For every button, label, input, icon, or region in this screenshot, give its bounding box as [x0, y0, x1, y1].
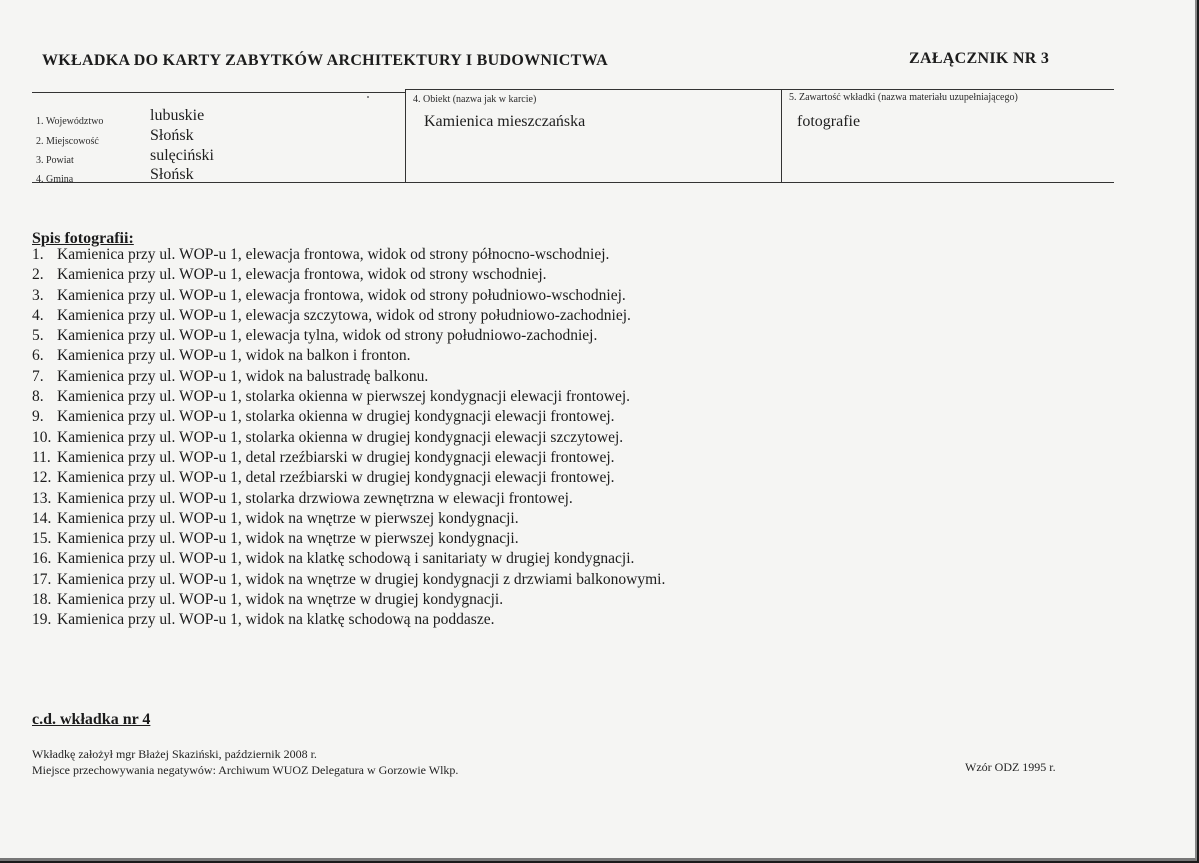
negatives-storage-note: Miejsce przechowywania negatywów: Archiwum WUOZ Delegatura w Gorzowie Wlkp. [32, 763, 459, 777]
contents-label: 5. Zawartość wkładki (nazwa materiału uzupełniającego) [789, 92, 1018, 103]
author-note: Wkładkę założył mgr Błażej Skaziński, październik 2008 r. [32, 747, 317, 761]
photo-number: 4. [32, 306, 44, 324]
photo-list-item [32, 549, 665, 569]
photo-number: 12. [32, 469, 52, 487]
photo-list-item [32, 448, 665, 468]
photo-number: 1. [32, 246, 44, 263]
photo-list-item [32, 570, 665, 590]
county-value: sulęciński [150, 147, 214, 164]
photo-list-item [32, 387, 665, 407]
form-top-line-right [405, 89, 1114, 90]
contents-value: fotografie [797, 113, 861, 130]
commune-value: Słońsk [150, 166, 194, 183]
photo-description: Kamienica przy ul. WOP-u 1, widok na wnętrze w pierwszej kondygnacji. [57, 530, 519, 548]
photo-description: Kamienica przy ul. WOP-u 1, widok na wnętrze w drugiej kondygnacji z drzwiami balkonowymi. [57, 570, 666, 588]
photo-list-item [32, 265, 665, 285]
photo-description: Kamienica przy ul. WOP-u 1, detal rzeźbiarski w drugiej kondygnacji elewacji frontowej. [57, 448, 615, 466]
photo-list [32, 245, 665, 631]
photo-number: 13. [32, 489, 52, 507]
photo-description: Kamienica przy ul. WOP-u 1, widok na wnętrze w drugiej kondygnacji. [57, 591, 504, 609]
county-label: 3. Powiat [36, 155, 74, 166]
object-label: 4. Obiekt (nazwa jak w karcie) [413, 94, 537, 105]
photo-description: Kamienica przy ul. WOP-u 1, stolarka okienna w pierwszej kondygnacji elewacji frontowej. [57, 388, 631, 406]
photo-list-title: Spis fotografii: [32, 230, 134, 247]
object-value: Kamienica mieszczańska [424, 113, 586, 130]
photo-description: Kamienica przy ul. WOP-u 1, elewacja szczytowa, widok od strony południowo-zachodniej. [57, 306, 631, 324]
photo-number: 11. [32, 448, 51, 466]
continuation-note: c.d. wkładka nr 4 [32, 711, 151, 728]
photo-description: Kamienica przy ul. WOP-u 1, widok na balustradę balkonu. [57, 367, 429, 385]
photo-number: 16. [32, 550, 52, 568]
annex-number: ZAŁĄCZNIK NR 3 [909, 50, 1050, 67]
voivodeship-value: lubuskie [150, 107, 205, 124]
photo-description: Kamienica przy ul. WOP-u 1, stolarka drzwiowa zewnętrzna w elewacji frontowej. [57, 489, 573, 507]
photo-description: Kamienica przy ul. WOP-u 1, widok na wnętrze w pierwszej kondygnacji. [57, 509, 519, 527]
photo-description: Kamienica przy ul. WOP-u 1, widok na balkon i fronton. [57, 347, 411, 365]
photo-number: 14. [32, 509, 52, 527]
photo-list-item [32, 509, 665, 529]
voivodeship-label: 1. Województwo [36, 116, 104, 127]
photo-description: Kamienica przy ul. WOP-u 1, widok na klatkę schodową na poddasze. [57, 611, 495, 629]
form-bottom-line [32, 182, 1114, 183]
photo-description: Kamienica przy ul. WOP-u 1, stolarka okienna w drugiej kondygnacji elewacji szczytowej. [57, 428, 624, 446]
photo-number: 6. [32, 347, 44, 365]
photo-list-item [32, 610, 665, 630]
form-top-line [32, 92, 406, 93]
photo-list-item [32, 407, 665, 427]
scan-speck [367, 96, 369, 98]
photo-list-item [32, 245, 665, 265]
photo-list-item [32, 529, 665, 549]
photo-description: Kamienica przy ul. WOP-u 1, elewacja frontowa, widok od strony północno-wschodniej. [57, 246, 610, 263]
photo-list-item [32, 468, 665, 488]
photo-number: 7. [32, 367, 44, 385]
photo-description: Kamienica przy ul. WOP-u 1, detal rzeźbiarski w drugiej kondygnacji elewacji frontowej. [57, 469, 615, 487]
photo-list-item [32, 428, 665, 448]
town-value: Słońsk [150, 127, 194, 144]
town-label: 2. Miejscowość [36, 136, 99, 147]
photo-list-item [32, 326, 665, 346]
photo-list-item [32, 590, 665, 610]
photo-number: 2. [32, 266, 44, 284]
photo-number: 3. [32, 286, 44, 304]
form-divider-1 [405, 89, 406, 183]
photo-number: 5. [32, 327, 44, 345]
photo-description: Kamienica przy ul. WOP-u 1, elewacja tylna, widok od strony południowo-zachodniej. [57, 327, 598, 345]
photo-list-item [32, 489, 665, 509]
photo-list-item [32, 346, 665, 366]
photo-number: 15. [32, 530, 52, 548]
photo-list-item [32, 286, 665, 306]
photo-number: 10. [32, 428, 52, 446]
photo-list-item [32, 367, 665, 387]
photo-description: Kamienica przy ul. WOP-u 1, widok na klatkę schodową i sanitariaty w drugiej kondygnacji. [57, 550, 635, 568]
photo-description: Kamienica przy ul. WOP-u 1, stolarka okienna w drugiej kondygnacji elewacji frontowej. [57, 408, 615, 426]
photo-number: 19. [32, 611, 52, 629]
commune-label: 4. Gmina [36, 174, 74, 185]
photo-number: 17. [32, 570, 52, 588]
form-pattern-note: Wzór ODZ 1995 r. [965, 760, 1056, 774]
photo-number: 8. [32, 388, 44, 406]
document-title: WKŁADKA DO KARTY ZABYTKÓW ARCHITEKTURY I BUDOWNICTWA [42, 52, 608, 69]
form-divider-2 [781, 89, 782, 183]
photo-description: Kamienica przy ul. WOP-u 1, elewacja frontowa, widok od strony wschodniej. [57, 266, 547, 284]
photo-number: 9. [32, 408, 44, 426]
photo-description: Kamienica przy ul. WOP-u 1, elewacja frontowa, widok od strony południowo-wschodniej. [57, 286, 626, 304]
photo-number: 18. [32, 591, 52, 609]
photo-list-item [32, 306, 665, 326]
